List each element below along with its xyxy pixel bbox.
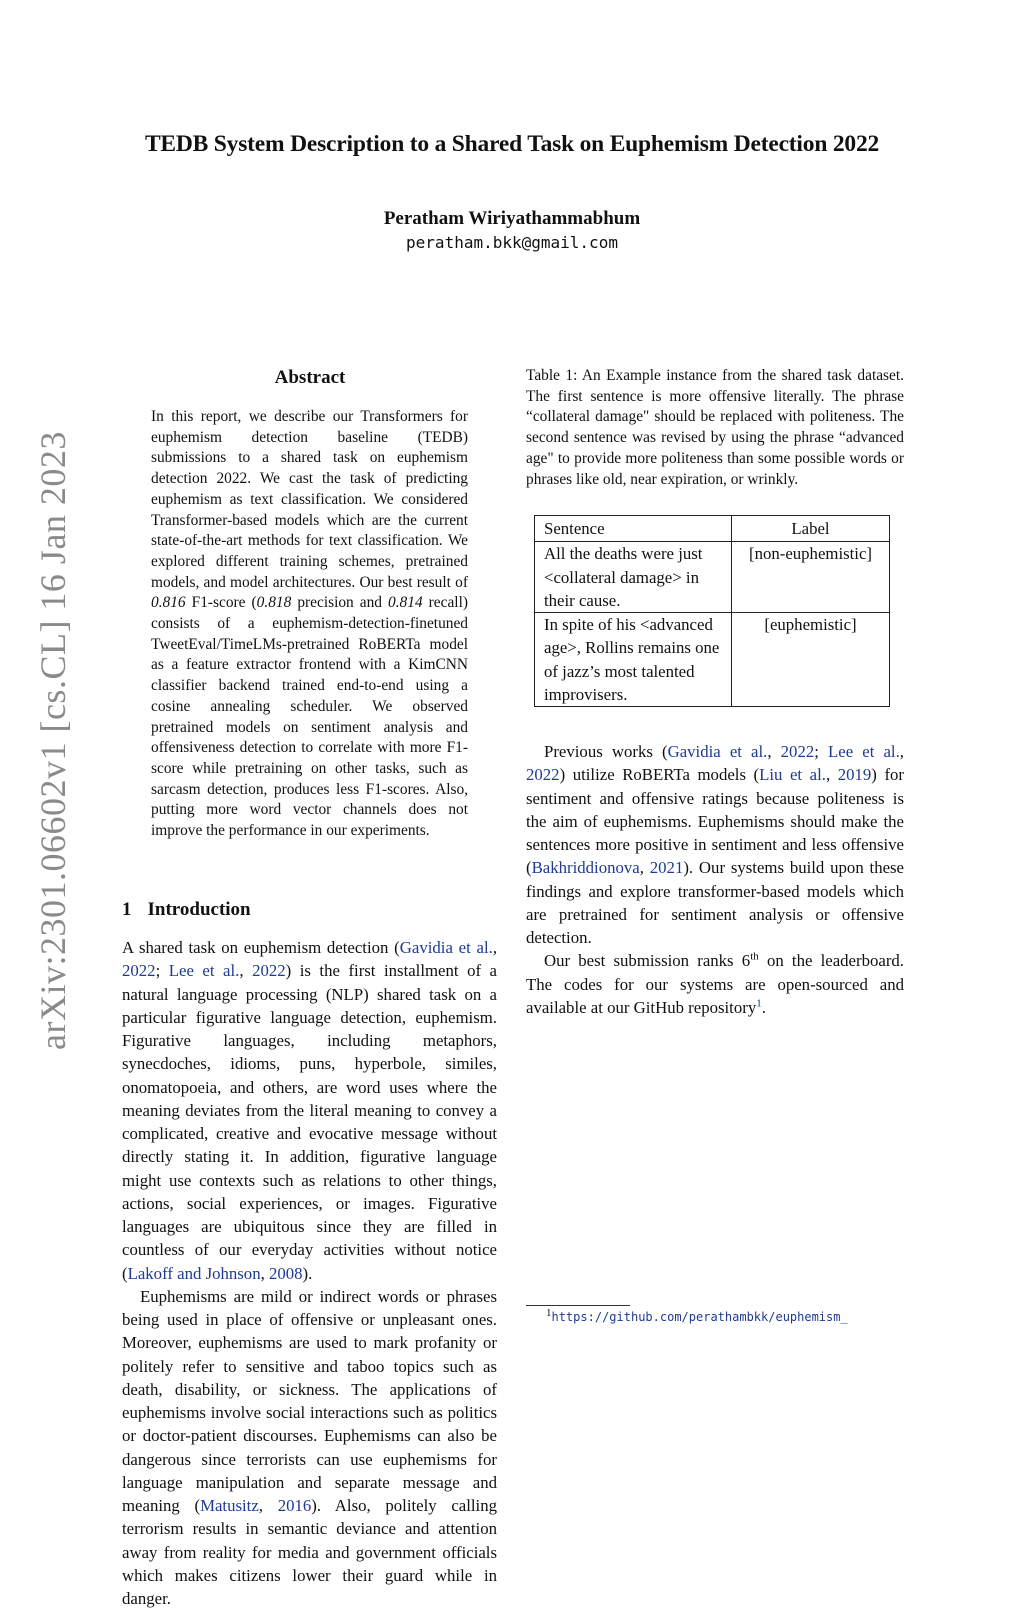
abstract-body: In this report, we describe our Transformers for euphemism detection baseline (TEDB) submissions to a shared task on euphemism detection 2022. We cast the task of predicting euphemism as text classification. We considered Transformer-based models which are the current state-of-the-art methods for text classification. We explored different training schemes, pretrained models, and model architectures. Our best result of 0.816 F1-score (0.818 precision and 0.814 recall) consists of a euphemism-detection-finetuned TweetEval/TimeLMs-pretrained RoBERTa model as a feature extractor frontend with a KimCNN classifier backend trained end-to-end using a cosine annealing scheduler. We observed pretrained models on sentiment analysis and offensiveness detection to correlate with more F1-score while pretraining on other tasks, such as sarcasm detection, produces less F1-scores. Also, putting more word vector channels does not improve the performance in our experiments. — [151, 408, 468, 840]
citation-link[interactable]: 2008 — [268, 1263, 303, 1283]
table-cell-label: [non-euphemistic] — [732, 542, 890, 613]
table-cell-sentence: In spite of his <advanced age>, Rollins remains one of jazz’s most talented improvisers. — [535, 613, 732, 707]
arxiv-identifier: arXiv:2301.06602v1 [cs.CL] 16 Jan 2023 — [33, 431, 73, 1050]
citation-link[interactable]: 2022 — [780, 742, 815, 761]
footnote — [546, 1307, 848, 1325]
section-title: Introduction — [147, 899, 251, 920]
footnote-number: 1 — [546, 1307, 552, 1319]
footnote-marker[interactable]: 1 — [756, 997, 762, 1010]
citation-link[interactable]: Bakhriddionova — [531, 858, 640, 878]
citation-link[interactable]: Gavidia et al. — [399, 938, 493, 957]
footnote-divider — [526, 1305, 630, 1306]
citation-link[interactable]: 2022 — [526, 765, 560, 785]
table-header-row — [535, 516, 890, 542]
table-caption: Table 1: An Example instance from the shared task dataset. The first sentence is more offensive literally. The phrase “collateral damage" should be replaced with politeness. The second sentence was revised by using the phrase “advanced age" to provide more politeness than some possible words or phrases like old, near expiration, or wrinkly. — [526, 367, 904, 488]
citation-link[interactable]: 2019 — [837, 765, 872, 785]
table-header-label: Label — [732, 516, 890, 542]
paper-title: TEDB System Description to a Shared Task on Euphemism Detection 2022 — [144, 131, 880, 157]
citation-link[interactable]: 2021 — [649, 858, 684, 878]
citation-link[interactable]: Liu et al. — [759, 765, 826, 785]
intro-paragraph-1: A shared task on euphemism detection (Gavidia et al., 2022; Lee et al., 2022) is the first installment of a natural language processing (NLP) shared task on a particular figurative language detection, euphemism. Figurative languages, including metaphors, synecdoches, idioms, puns, hyperbole, similes, onomatopoeia, and others, are word uses where the meaning deviates from the literal meaning to convey a complicated, creative and evocative message without directly stating it. In addition, figurative language might use contexts such as relations to other things, actions, social experiences, or images. Figurative languages are ubiquitous since they are filled in countless of our everyday activities without notice (Lakoff and Johnson, 2008). — [122, 938, 498, 1283]
table-row — [535, 613, 890, 707]
f1-score-value: 0.816 — [151, 594, 186, 612]
intro-paragraph-4: Our best submission ranks 6th on the leaderboard. The codes for our systems are open-sourced and available at our GitHub repository$^1$. — [526, 950, 905, 1017]
example-table — [534, 515, 890, 707]
recall-value: 0.814 — [388, 594, 423, 612]
abstract-heading: Abstract — [274, 367, 346, 388]
author-email[interactable]: peratham.bkk@gmail.com — [406, 233, 618, 252]
citation-link[interactable]: Lee et al. — [828, 742, 900, 761]
ordinal-suffix: th — [750, 950, 759, 963]
author-name: Peratham Wiriyathammabhum — [383, 208, 641, 229]
intro-paragraph-3: Previous works (Gavidia et al., 2022; Lee et al., 2022) utilize RoBERTa models (Liu et al., 2019) for sentiment and offensive ratings because politeness is the aim of euphemisms. Euphemisms should make the sentences more positive in sentiment and less offensive (Bakhriddionova, 2021). Our systems build upon these findings and explore transformer-based models which are pretrained for sentiment analysis or offensive detection. — [526, 742, 905, 947]
table-cell-label: [euphemistic] — [732, 613, 890, 707]
intro-right-column — [526, 740, 904, 1019]
section-heading-introduction — [122, 899, 251, 921]
table-row — [535, 542, 890, 613]
intro-paragraph-2: Euphemisms are mild or indirect words or phrases being used in place of offensive or unpleasant ones. Moreover, euphemisms are used to mark profanity or politely refer to sensitive and taboo topics such as death, disability, or sickness. The applications of euphemisms involve social interactions such as politics or doctor-patient discourses. Euphemisms can also be dangerous since terrorists can use euphemisms for language manipulation and separate message and meaning (Matusitz, 2016). Also, politely calling terrorism results in semantic deviance and attention away from reality for media and government officials which makes citizens lower their guard while in danger. — [122, 1286, 497, 1608]
intro-left-column — [122, 936, 497, 1610]
citation-link[interactable]: 2022 — [122, 961, 156, 981]
table-header-sentence: Sentence — [535, 516, 732, 542]
citation-link[interactable]: 2016 — [277, 1496, 312, 1515]
github-url-link[interactable]: https://github.com/perathambkk/euphemism_ — [551, 1310, 848, 1324]
section-number: 1 — [122, 899, 132, 920]
citation-link[interactable]: Lee et al. — [168, 961, 240, 981]
citation-link[interactable]: 2022 — [252, 961, 286, 981]
table-cell-sentence: All the deaths were just <collateral damage> in their cause. — [535, 542, 732, 613]
citation-link[interactable]: Matusitz — [200, 1496, 259, 1515]
citation-link[interactable]: Gavidia et al. — [667, 742, 768, 761]
precision-value: 0.818 — [256, 594, 292, 612]
citation-link[interactable]: Lakoff and Johnson — [127, 1263, 261, 1283]
